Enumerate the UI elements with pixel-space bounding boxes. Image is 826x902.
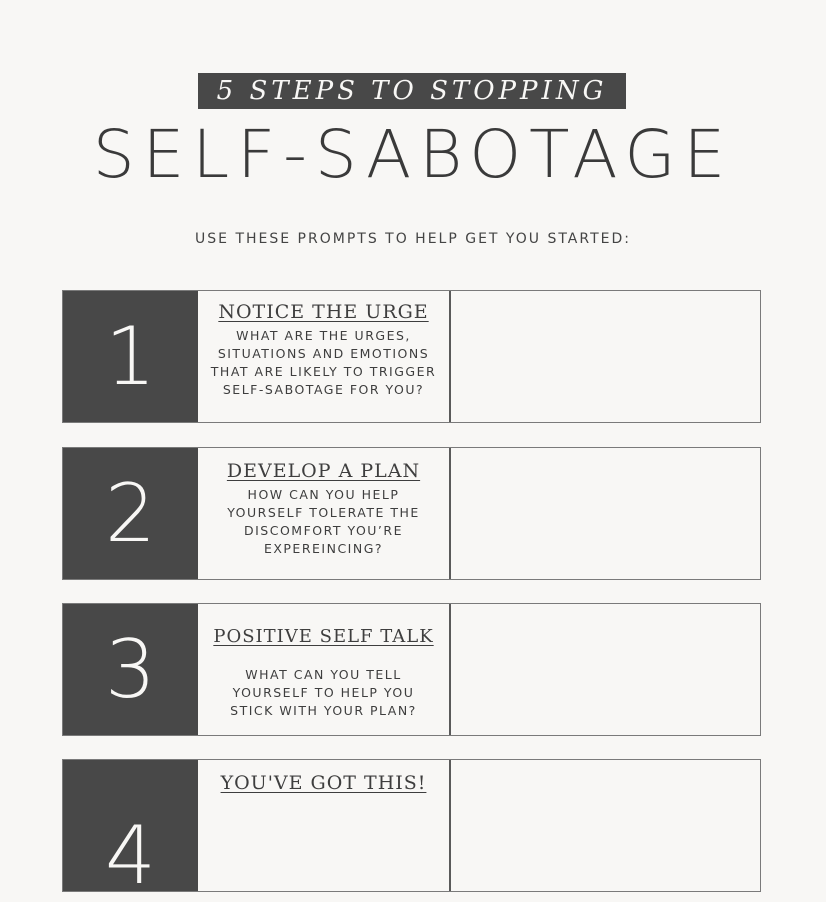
step-number-box (63, 760, 198, 902)
step-prompt (198, 760, 451, 891)
step-prompt (198, 291, 451, 422)
step-number: 3 (105, 622, 156, 716)
step-answer-area[interactable] (451, 448, 760, 579)
step-prompt (198, 604, 451, 735)
step-number: 4 (105, 808, 156, 902)
step-card-4 (62, 759, 761, 902)
step-number-box (63, 291, 198, 422)
step-heading: YOU'VE GOT THIS! (220, 772, 427, 794)
page-subtitle: USE THESE PROMPTS TO HELP GET YOU STARTED: (195, 231, 631, 247)
header-banner (198, 73, 626, 109)
step-description: WHAT ARE THE URGES, SITUATIONS AND EMOTIONS THAT ARE LIKELY TO TRIGGER SELF-SABOTAGE FOR YOU? (210, 328, 437, 397)
step-prompt (198, 448, 451, 579)
page-title: SELF-SABOTAGE (92, 116, 734, 193)
banner-text: 5 STEPS TO STOPPING (216, 76, 608, 106)
step-number: 1 (105, 309, 156, 403)
step-card-3 (62, 603, 761, 736)
step-number-box (63, 604, 198, 735)
step-description: WHAT CAN YOU TELL YOURSELF TO HELP YOU STICK WITH YOUR PLAN? (230, 667, 417, 718)
step-heading: DEVELOP A PLAN (226, 460, 421, 482)
step-description: HOW CAN YOU HELP YOURSELF TOLERATE THE DISCOMFORT YOU’RE EXPEREINCING? (227, 487, 420, 556)
step-card-1 (62, 290, 761, 423)
step-answer-area[interactable] (451, 760, 760, 891)
step-answer-area[interactable] (451, 604, 760, 735)
step-card-2 (62, 447, 761, 580)
step-heading: NOTICE THE URGE (218, 301, 429, 323)
step-number-box (63, 448, 198, 579)
step-number: 2 (105, 466, 156, 560)
step-heading: POSITIVE SELF TALK (213, 626, 434, 647)
step-answer-area[interactable] (451, 291, 760, 422)
